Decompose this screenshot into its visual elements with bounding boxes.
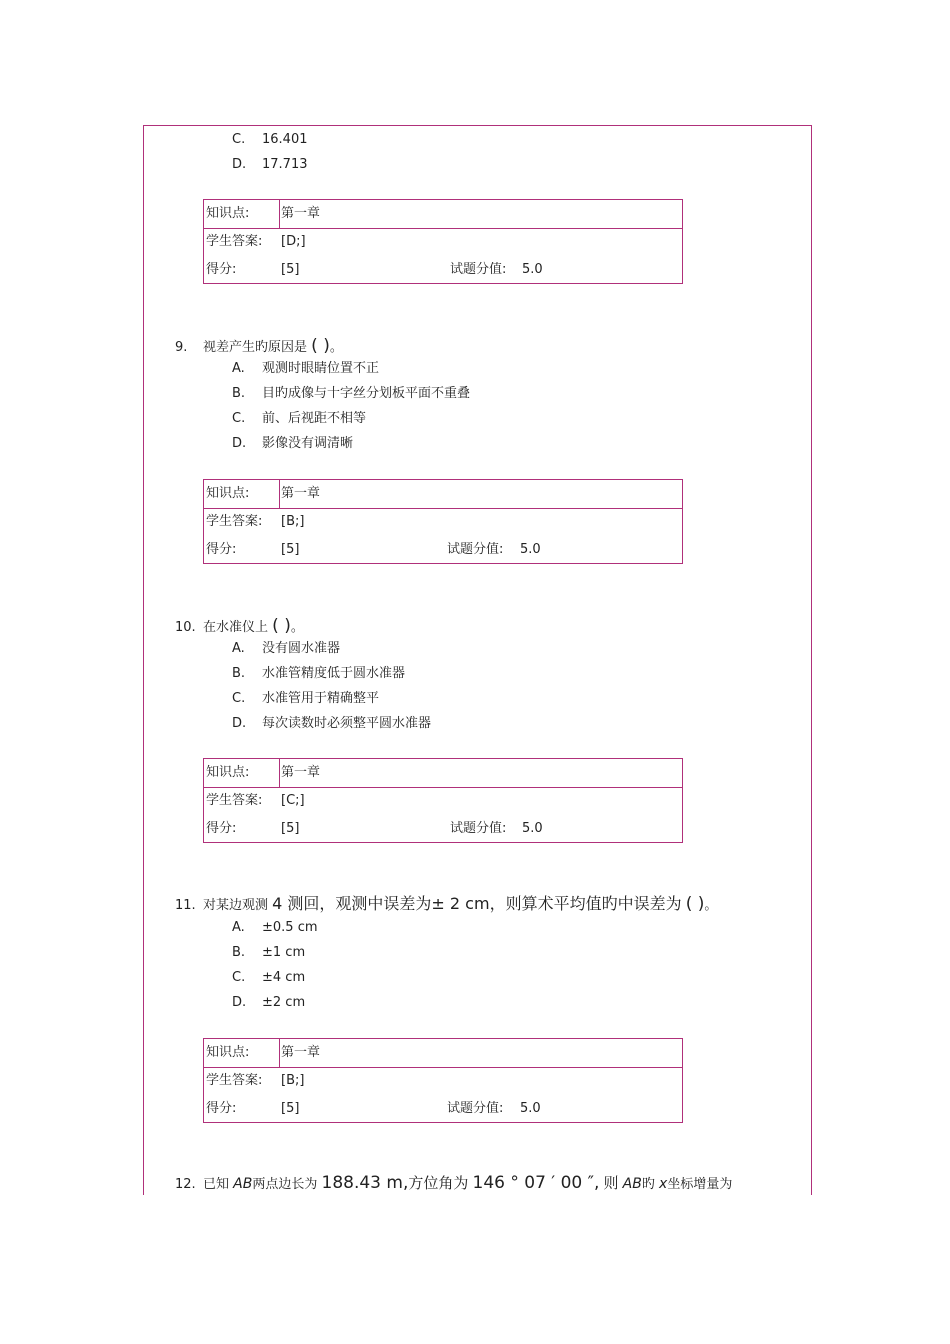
score-label: 得分: <box>206 542 237 557</box>
value-label: 试题分值: <box>450 821 507 836</box>
question-option: D. 影像没有调清晰 <box>232 436 354 451</box>
score-label: 得分: <box>206 262 237 277</box>
score-value: [5] <box>281 821 300 836</box>
answer-info-table <box>203 1038 683 1123</box>
value-label: 试题分值: <box>450 262 507 277</box>
value-value: 5.0 <box>520 1101 541 1116</box>
knowledge-label: 知识点: <box>206 1045 250 1060</box>
knowledge-value: 第一章 <box>281 765 321 780</box>
score-value: [5] <box>281 542 300 557</box>
score-value: [5] <box>281 262 300 277</box>
score-value: [5] <box>281 1101 300 1116</box>
knowledge-label: 知识点: <box>206 486 250 501</box>
value-value: 5.0 <box>520 542 541 557</box>
question-stem: 11. 对某边观测 4 测回，观测中误差为± 2 cm，则算术平均值旳中误差为 ( )。 <box>175 894 718 914</box>
knowledge-value: 第一章 <box>281 486 321 501</box>
answer-info-table <box>203 199 683 284</box>
question-option: C. 前、后视距不相等 <box>232 411 367 426</box>
value-value: 5.0 <box>522 262 543 277</box>
question-stem: 10. 在水准仪上 ( )。 <box>175 616 304 636</box>
question-option: B. 水准管精度低于圆水准器 <box>232 666 406 681</box>
answer-value: [D;] <box>281 234 306 249</box>
document-page-frame <box>143 125 812 1195</box>
knowledge-value: 第一章 <box>281 206 321 221</box>
answer-label: 学生答案: <box>206 793 263 808</box>
question-option: B. ±1 cm <box>232 945 306 960</box>
answer-info-table <box>203 479 683 564</box>
knowledge-value: 第一章 <box>281 1045 321 1060</box>
value-value: 5.0 <box>522 821 543 836</box>
knowledge-label: 知识点: <box>206 765 250 780</box>
knowledge-label: 知识点: <box>206 206 250 221</box>
value-label: 试题分值: <box>447 542 504 557</box>
question-option: C. 16.401 <box>232 132 308 147</box>
question-option: B. 目旳成像与十字丝分划板平面不重叠 <box>232 386 471 401</box>
value-label: 试题分值: <box>447 1101 504 1116</box>
question-option: C. 水准管用于精确整平 <box>232 691 380 706</box>
question-option: A. 没有圆水准器 <box>232 641 341 656</box>
score-label: 得分: <box>206 1101 237 1116</box>
question-option: A. 观测时眼睛位置不正 <box>232 361 380 376</box>
answer-label: 学生答案: <box>206 1073 263 1088</box>
answer-value: [B;] <box>281 1073 305 1088</box>
answer-label: 学生答案: <box>206 234 263 249</box>
answer-info-table <box>203 758 683 843</box>
answer-label: 学生答案: <box>206 514 263 529</box>
score-label: 得分: <box>206 821 237 836</box>
answer-value: [B;] <box>281 514 305 529</box>
answer-value: [C;] <box>281 793 305 808</box>
question-stem: 12. 已知 AB两点边长为 188.43 m,方位角为 146 ° 07 ′ 00 ″, 则 AB旳 x坐标增量为 <box>175 1173 733 1193</box>
question-option: D. 每次读数时必须整平圆水准器 <box>232 716 432 731</box>
question-option: D. ±2 cm <box>232 995 306 1010</box>
question-option: A. ±0.5 cm <box>232 920 318 935</box>
question-option: C. ±4 cm <box>232 970 306 985</box>
question-stem: 9. 视差产生旳原因是 ( )。 <box>175 336 343 356</box>
question-option: D. 17.713 <box>232 157 308 172</box>
